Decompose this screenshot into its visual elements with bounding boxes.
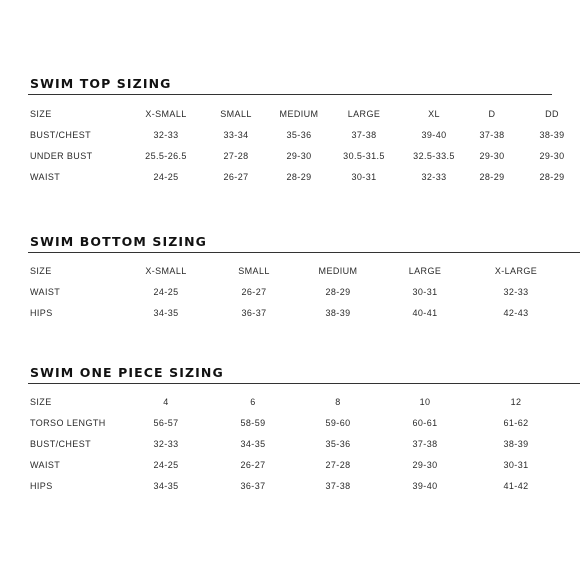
- column-header: 12: [510, 397, 522, 407]
- table-cell: 24-25: [153, 460, 179, 470]
- table-row: [0, 458, 580, 472]
- table-cell: 38-39: [325, 308, 351, 318]
- section-title: SWIM ONE PIECE SIZING: [30, 365, 224, 380]
- row-label: UNDER BUST: [30, 151, 93, 161]
- table-cell: 32-33: [421, 172, 447, 182]
- table-cell: 27-28: [325, 460, 351, 470]
- table-cell: 29-30: [539, 151, 565, 161]
- table-cell: 26-27: [223, 172, 249, 182]
- table-cell: 26-27: [240, 460, 266, 470]
- table-cell: 39-40: [412, 481, 438, 491]
- table-cell: 40-41: [412, 308, 438, 318]
- column-header: 4: [163, 397, 169, 407]
- table-cell: 26-27: [241, 287, 267, 297]
- table-cell: 56-57: [153, 418, 179, 428]
- column-header: 10: [419, 397, 431, 407]
- row-label: BUST/CHEST: [30, 130, 92, 140]
- table-cell: 24-25: [153, 172, 179, 182]
- row-label: BUST/CHEST: [30, 439, 92, 449]
- column-header: MEDIUM: [279, 109, 319, 119]
- table-cell: 28-29: [325, 287, 351, 297]
- column-header: SMALL: [238, 266, 270, 276]
- table-row: [0, 437, 580, 451]
- table-cell: 30-31: [351, 172, 377, 182]
- table-cell: 37-38: [325, 481, 351, 491]
- section-divider: [28, 383, 580, 384]
- table-cell: 29-30: [286, 151, 312, 161]
- table-cell: 32.5-33.5: [413, 151, 455, 161]
- table-cell: 32-33: [153, 439, 179, 449]
- table-cell: 33-34: [223, 130, 249, 140]
- section-title: SWIM BOTTOM SIZING: [30, 234, 208, 249]
- row-label: SIZE: [30, 397, 52, 407]
- table-cell: 30.5-31.5: [343, 151, 385, 161]
- column-header: DD: [545, 109, 559, 119]
- table-cell: 25.5-26.5: [145, 151, 187, 161]
- row-label: WAIST: [30, 172, 61, 182]
- column-header: 8: [335, 397, 341, 407]
- column-header: LARGE: [408, 266, 442, 276]
- table-cell: 29-30: [412, 460, 438, 470]
- table-cell: 58-59: [240, 418, 266, 428]
- column-header: X-SMALL: [145, 266, 187, 276]
- table-cell: 37-38: [351, 130, 377, 140]
- column-header: X-LARGE: [494, 266, 538, 276]
- table-row: [0, 479, 580, 493]
- row-label: HIPS: [30, 308, 53, 318]
- row-label: SIZE: [30, 266, 52, 276]
- table-cell: 32-33: [153, 130, 179, 140]
- row-label: WAIST: [30, 287, 61, 297]
- table-cell: 30-31: [503, 460, 529, 470]
- table-row: [0, 416, 580, 430]
- table-cell: 38-39: [503, 439, 529, 449]
- table-cell: 29-30: [479, 151, 505, 161]
- table-cell: 38-39: [539, 130, 565, 140]
- table-cell: 35-36: [286, 130, 312, 140]
- column-header: D: [488, 109, 496, 119]
- table-cell: 41-42: [503, 481, 529, 491]
- row-label: WAIST: [30, 460, 61, 470]
- table-cell: 34-35: [240, 439, 266, 449]
- table-cell: 60-61: [412, 418, 438, 428]
- column-header: X-SMALL: [145, 109, 187, 119]
- row-label: SIZE: [30, 109, 52, 119]
- table-cell: 61-62: [503, 418, 529, 428]
- table-cell: 36-37: [240, 481, 266, 491]
- column-header: LARGE: [347, 109, 381, 119]
- row-label: HIPS: [30, 481, 53, 491]
- table-cell: 42-43: [503, 308, 529, 318]
- column-header: 6: [250, 397, 256, 407]
- column-header: XL: [428, 109, 440, 119]
- table-cell: 34-35: [153, 481, 179, 491]
- table-header-row: [0, 395, 580, 409]
- table-cell: 35-36: [325, 439, 351, 449]
- table-cell: 37-38: [479, 130, 505, 140]
- table-cell: 32-33: [503, 287, 529, 297]
- table-cell: 34-35: [153, 308, 179, 318]
- table-cell: 28-29: [286, 172, 312, 182]
- table-cell: 28-29: [539, 172, 565, 182]
- column-header: MEDIUM: [318, 266, 358, 276]
- column-header: SMALL: [220, 109, 252, 119]
- table-cell: 36-37: [241, 308, 267, 318]
- table-cell: 59-60: [325, 418, 351, 428]
- table-cell: 24-25: [153, 287, 179, 297]
- table-cell: 27-28: [223, 151, 249, 161]
- section-title: SWIM TOP SIZING: [30, 76, 172, 91]
- table-cell: 37-38: [412, 439, 438, 449]
- table-cell: 28-29: [479, 172, 505, 182]
- row-label: TORSO LENGTH: [30, 418, 106, 428]
- table-cell: 30-31: [412, 287, 438, 297]
- table-cell: 39-40: [421, 130, 447, 140]
